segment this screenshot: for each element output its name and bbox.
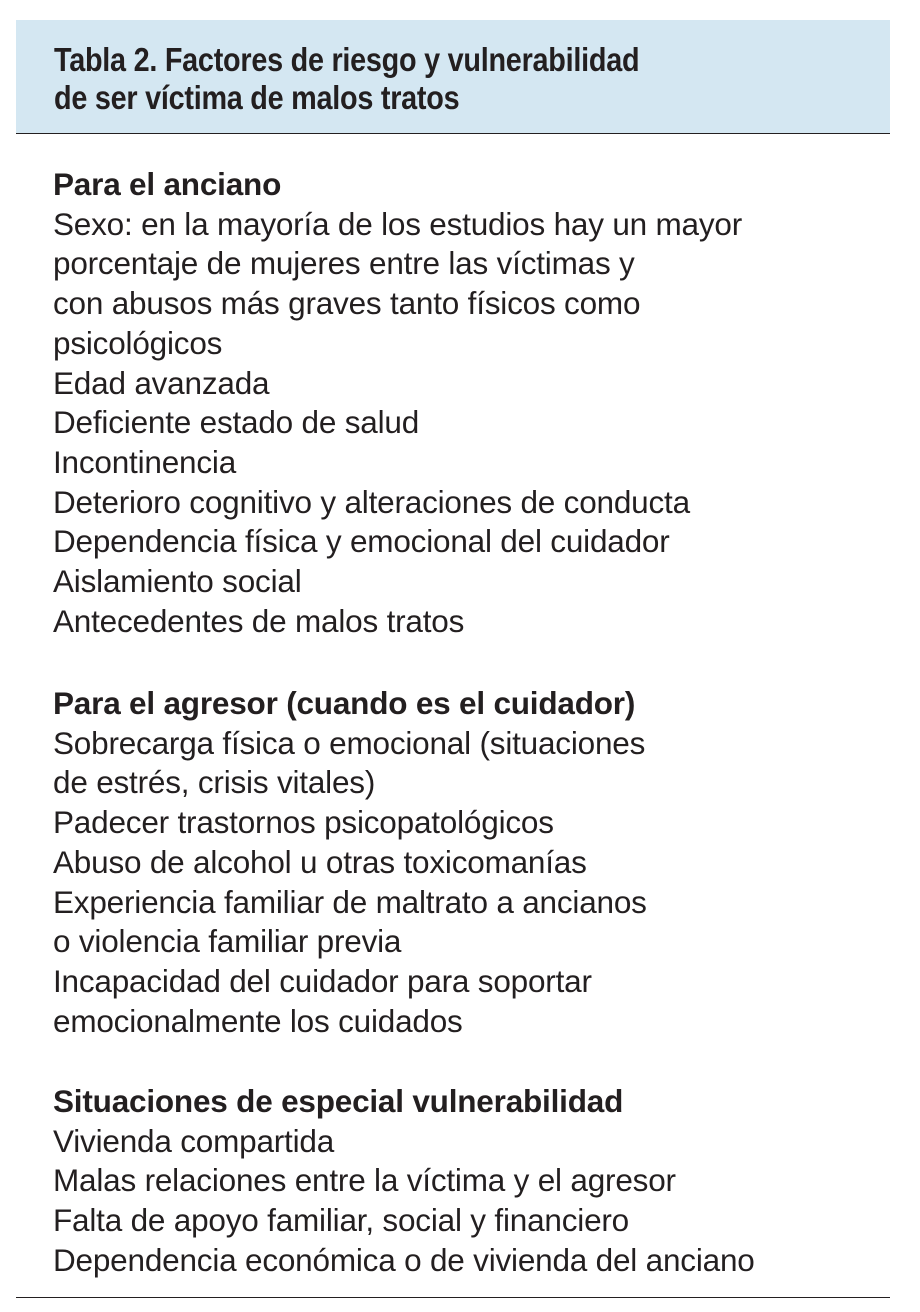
- list-item: [53, 403, 893, 443]
- list-item: [53, 205, 893, 364]
- item-line: Aislamiento social: [53, 563, 302, 600]
- item-line: Edad avanzada: [53, 364, 270, 401]
- item-line: Deficiente estado de salud: [53, 404, 420, 441]
- list-item: [53, 443, 893, 483]
- table-title-line: de ser víctima de malos tratos: [54, 80, 460, 117]
- risk-factor-list: [53, 1122, 893, 1281]
- item-line: porcentaje de mujeres entre las víctimas y: [53, 245, 635, 282]
- section-heading: Para el anciano: [53, 166, 282, 202]
- item-line: Experiencia familiar de maltrato a ancianos: [53, 883, 647, 920]
- list-item: [53, 962, 893, 1041]
- list-item: [53, 1201, 893, 1241]
- list-item: [53, 364, 893, 404]
- item-line: emocionalmente los cuidados: [53, 1002, 463, 1039]
- list-item: [53, 803, 893, 843]
- section-heading: Situaciones de especial vulnerabilidad: [53, 1083, 624, 1119]
- list-item: [53, 522, 893, 562]
- item-line: Dependencia económica o de vivienda del anciano: [53, 1241, 755, 1278]
- item-line: Abuso de alcohol u otras toxicomanías: [53, 843, 587, 880]
- item-line: Dependencia física y emocional del cuidador: [53, 523, 670, 560]
- item-line: o violencia familiar previa: [53, 923, 402, 960]
- list-item: [53, 483, 893, 523]
- bottom-rule: [16, 1297, 890, 1298]
- list-item: [53, 1241, 893, 1281]
- item-line: Antecedentes de malos tratos: [53, 602, 465, 639]
- list-item: [53, 883, 893, 962]
- risk-factor-list: [53, 724, 893, 1042]
- item-line: psicológicos: [53, 324, 223, 361]
- item-line: Deterioro cognitivo y alteraciones de conducta: [53, 483, 690, 520]
- list-item: [53, 562, 893, 602]
- list-item: [53, 1161, 893, 1201]
- section-para-el-anciano: [53, 165, 893, 641]
- item-line: Incapacidad del cuidador para soportar: [53, 962, 592, 999]
- item-line: Incontinencia: [53, 443, 237, 480]
- item-line: Sexo: en la mayoría de los estudios hay un mayor: [53, 205, 743, 242]
- section-heading: Para el agresor (cuando es el cuidador): [53, 685, 636, 721]
- item-line: Sobrecarga física o emocional (situaciones: [53, 724, 646, 761]
- list-item: [53, 1122, 893, 1162]
- section-para-el-agresor: [53, 684, 893, 1041]
- section-situaciones-especial-vulnerabilidad: [53, 1082, 893, 1281]
- table-title-header: [16, 20, 890, 134]
- list-item: [53, 724, 893, 803]
- table-title: [54, 42, 742, 118]
- item-line: Falta de apoyo familiar, social y financiero: [53, 1202, 629, 1239]
- item-line: con abusos más graves tanto físicos como: [53, 285, 641, 322]
- list-item: [53, 602, 893, 642]
- list-item: [53, 843, 893, 883]
- risk-factor-list: [53, 205, 893, 642]
- item-line: Vivienda compartida: [53, 1122, 335, 1159]
- item-line: Malas relaciones entre la víctima y el agresor: [53, 1162, 676, 1199]
- table-title-line: Tabla 2. Factores de riesgo y vulnerabilidad: [54, 42, 640, 79]
- item-line: de estrés, crisis vitales): [53, 764, 376, 801]
- item-line: Padecer trastornos psicopatológicos: [53, 804, 554, 841]
